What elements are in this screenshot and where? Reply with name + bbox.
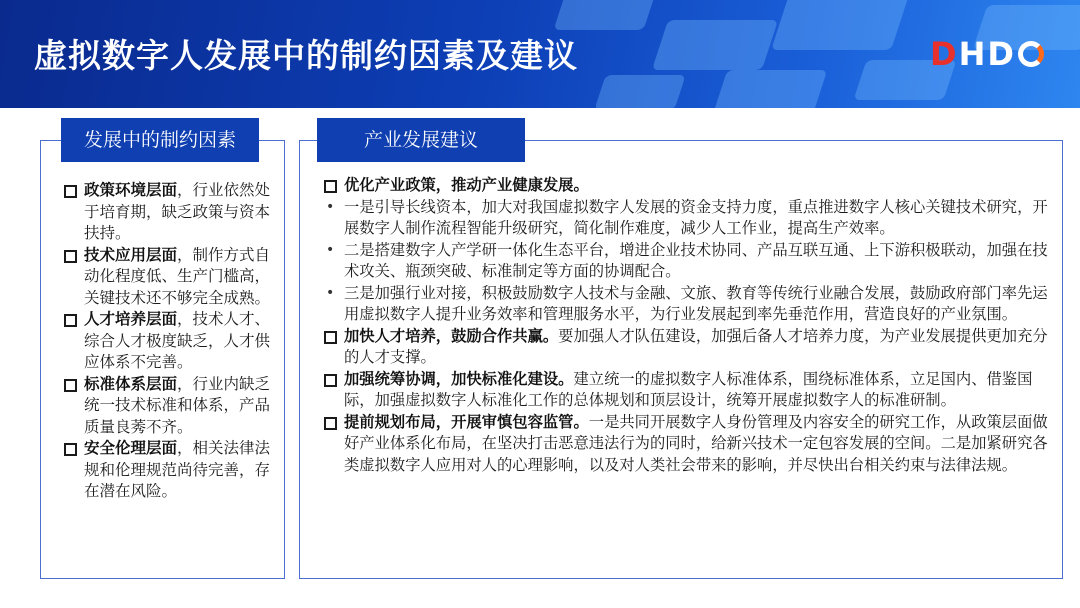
logo-c-icon <box>1018 41 1044 67</box>
bullet-text: 二是搭建数字人产学研一体化生态平台，增进企业技术协同、产品互联互通、上下游积极联动，加强在技术攻关、瓶颈突破、标准制定等方面的协调配合。 <box>344 240 1048 280</box>
bullet-dot-icon: • <box>326 198 335 215</box>
list-item <box>62 309 277 374</box>
suggestions-list <box>322 175 1050 476</box>
item-heading: 政策环境层面 <box>84 181 178 199</box>
dhdc-logo <box>930 34 1044 74</box>
list-item <box>62 438 277 503</box>
section-text: 一是共同开展数字人身份管理及内容安全的研究工作，从政策层面做好产业体系化布局，在坚决打击恶意违法行为的同时，给新兴技术一定包容发展的空间。二是加紧研究各类虚拟数字人应用对人的心理影响，以及对人类社会带来的影响，并尽快出台相关约束与法律法规。 <box>344 412 1048 474</box>
logo-letter: H <box>958 35 986 73</box>
item-text: ，制作方式自动化程度低、生产门槛高，关键技术还不够完全成熟。 <box>84 245 271 307</box>
item-heading: 安全伦理层面 <box>84 439 178 457</box>
item-heading: 技术应用层面 <box>84 245 178 264</box>
section-title: 加快人才培养，鼓励合作共赢。 <box>344 326 559 345</box>
checkbox-square-icon <box>64 185 77 198</box>
checkbox-square-icon <box>64 314 77 327</box>
checkbox-square-icon <box>64 443 77 456</box>
bullet-dot-icon: • <box>326 241 335 258</box>
list-item <box>62 245 277 310</box>
section-text: 要加强人才队伍建设，加强后备人才培养力度，为产业发展提供更加充分的人才支撑。 <box>344 326 1048 366</box>
tab-suggestions: 产业发展建议 <box>317 118 525 162</box>
bullet-item <box>322 240 1050 283</box>
header-banner <box>0 0 1080 108</box>
section-title: 加强统筹协调，加快标准化建设。 <box>344 369 574 388</box>
constraints-list <box>62 180 277 503</box>
checkbox-square-icon <box>324 180 337 193</box>
item-text: ，技术人才、综合人才极度缺乏，人才供应体系不完善。 <box>84 310 271 371</box>
bullet-item <box>322 283 1050 326</box>
checkbox-square-icon <box>64 250 77 263</box>
checkbox-square-icon <box>324 374 337 387</box>
checkbox-square-icon <box>324 331 337 344</box>
item-heading: 人才培养层面 <box>84 310 178 328</box>
bullet-dot-icon: • <box>326 284 335 301</box>
banner-decoration <box>594 75 685 108</box>
tab-constraints: 发展中的制约因素 <box>61 118 259 162</box>
banner-decoration <box>554 0 657 30</box>
bullet-text: 三是加强行业对接，积极鼓励数字人技术与金融、文旅、教育等传统行业融合发展，鼓励政府部门率先运用虚拟数字人提升业务效率和管理服务水平，为行业发展起到率先垂范作用，营造良好的产业氛围。 <box>344 283 1048 323</box>
banner-decoration <box>713 70 828 108</box>
checkbox-square-icon <box>324 417 337 430</box>
bullet-text: 一是引导长线资本，加大对我国虚拟数字人发展的资金支持力度，重点推进数字人核心关键技术研究，开展数字人制作流程智能升级研究，简化制作难度，减少人工作业，提高生产效率。 <box>344 197 1048 237</box>
item-text: ，相关法律法规和伦理规范尚待完善，存在潜在风险。 <box>84 439 271 500</box>
section-text: 建立统一的虚拟数字人标准体系，围绕标准体系，立足国内、借鉴国际，加强虚拟数字人标准化工作的总体规划和顶层设计，统筹开展虚拟数字人的标准研制。 <box>344 369 1033 409</box>
bullet-item <box>322 197 1050 240</box>
list-item <box>62 180 277 245</box>
item-text: ，行业内缺乏统一技术标准和体系，产品质量良莠不齐。 <box>84 374 271 436</box>
section-item <box>322 412 1050 477</box>
logo-letter: D <box>987 35 1014 73</box>
list-item <box>62 374 277 439</box>
section-item <box>322 326 1050 369</box>
section-heading <box>322 175 1050 197</box>
item-text: ，行业依然处于培育期，缺乏政策与资本扶持。 <box>84 181 271 242</box>
section-title: 提前规划布局，开展审慎包容监管。 <box>344 412 589 431</box>
banner-decoration <box>771 0 909 50</box>
item-heading: 标准体系层面 <box>84 374 178 393</box>
banner-decoration <box>652 20 778 70</box>
logo-letter: D <box>930 35 957 73</box>
section-title: 优化产业政策，推动产业健康发展。 <box>344 176 589 194</box>
page-title: 虚拟数字人发展中的制约因素及建议 <box>34 36 578 75</box>
section-item <box>322 369 1050 412</box>
checkbox-square-icon <box>64 379 77 392</box>
